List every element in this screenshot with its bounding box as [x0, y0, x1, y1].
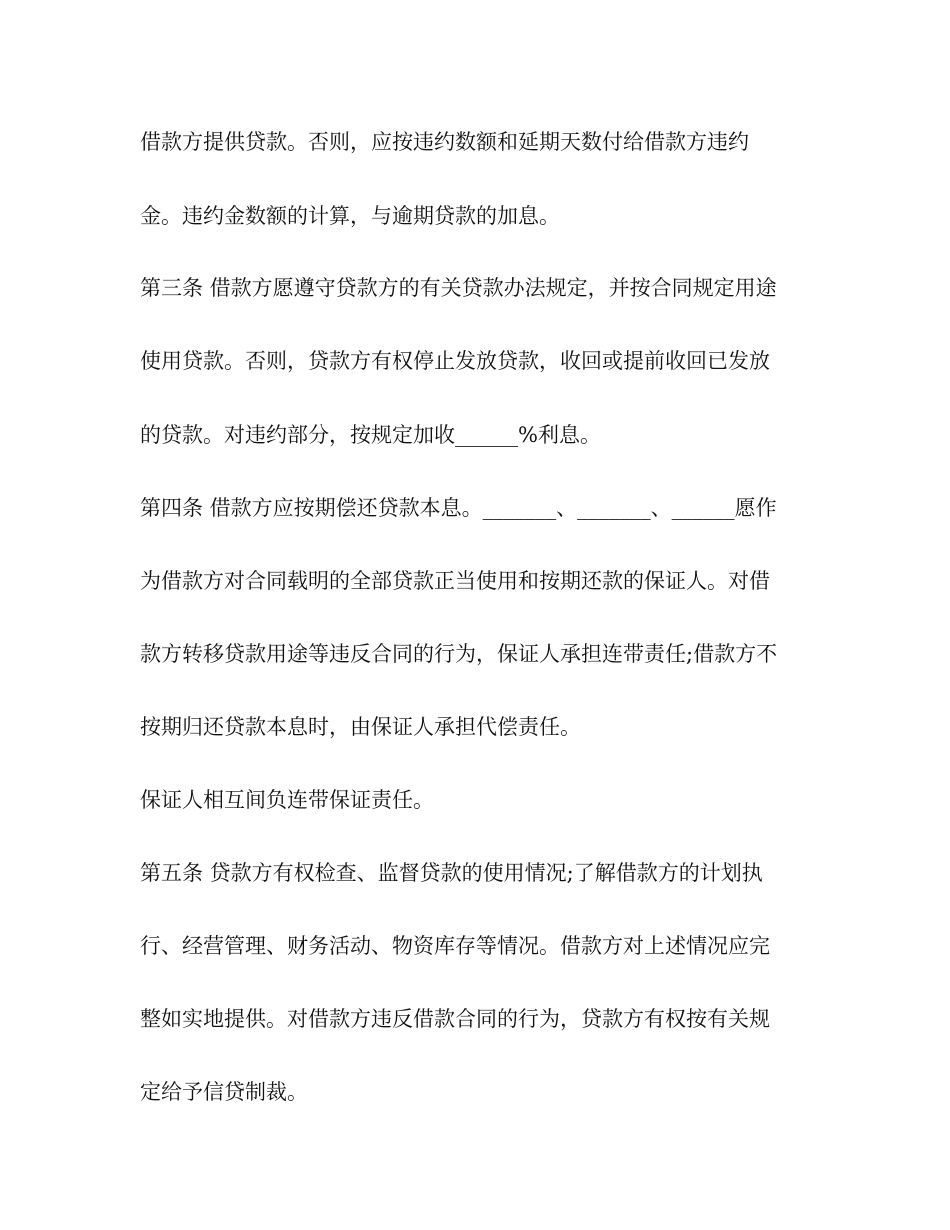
text-line: 款方转移贷款用途等违反合同的行为，保证人承担连带责任;借款方不	[140, 642, 778, 666]
text-line: 整如实地提供。对借款方违反借款合同的行为，贷款方有权按有关规	[140, 1007, 770, 1031]
text-line: 第五条 贷款方有权检查、监督贷款的使用情况;了解借款方的计划执	[140, 861, 763, 885]
text-line: 金。违约金数额的计算，与逾期贷款的加息。	[140, 204, 560, 228]
text-line: 第三条 借款方愿遵守贷款方的有关贷款办法规定，并按合同规定用途	[140, 276, 777, 300]
text-line: 保证人相互间负连带保证责任。	[140, 788, 434, 812]
text-line: 定给予信贷制裁。	[140, 1080, 308, 1104]
text-line: 使用贷款。否则，贷款方有权停止发放贷款，收回或提前收回已发放	[140, 349, 770, 373]
text-line: 行、经营管理、财务活动、物资库存等情况。借款方对上述情况应完	[140, 934, 770, 958]
text-line: 第四条 借款方应按期偿还贷款本息。_______、_______、______愿作	[140, 496, 777, 520]
text-line: 借款方提供贷款。否则，应按违约数额和延期天数付给借款方违约	[140, 130, 749, 154]
text-line: 按期归还贷款本息时，由保证人承担代偿责任。	[140, 715, 581, 739]
text-line: 的贷款。对违约部分，按规定加收______%利息。	[140, 423, 601, 447]
text-line: 为借款方对合同载明的全部贷款正当使用和按期还款的保证人。对借	[140, 569, 770, 593]
